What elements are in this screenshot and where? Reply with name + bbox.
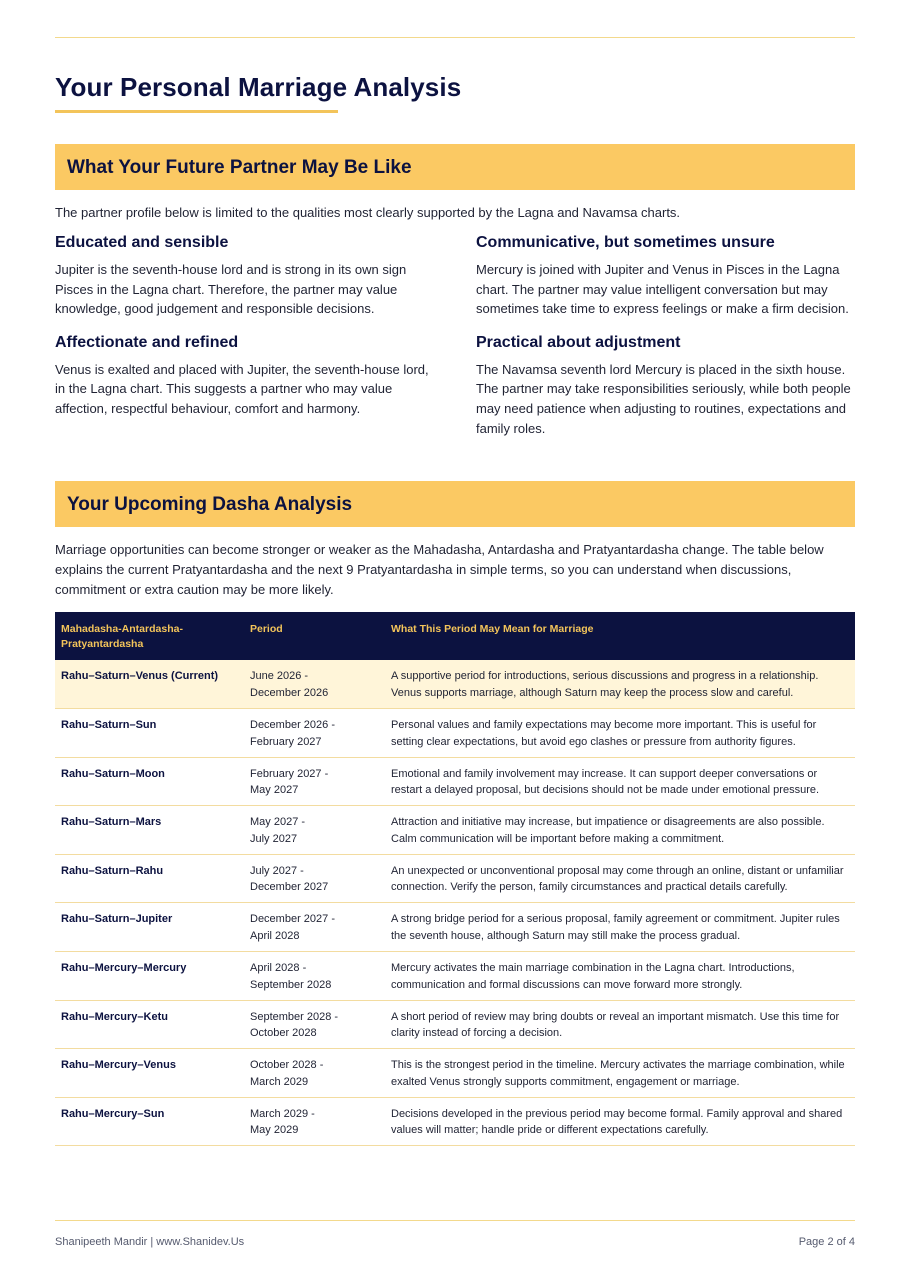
trait-card: [55, 333, 435, 419]
dasha-combo-cell: Rahu–Mercury–Sun: [55, 1097, 244, 1146]
dasha-meaning-cell: This is the strongest period in the timeline. Mercury activates the marriage combination, while exalted Venus strongly supports commitment, engagement or marriage.: [385, 1049, 855, 1098]
dasha-period-cell: [244, 757, 385, 806]
dasha-meaning-cell: A short period of review may bring doubts or reveal an important mismatch. Use this time for clarity instead of forcing a decision.: [385, 1000, 855, 1049]
dasha-period-cell: [244, 854, 385, 903]
title-underline: [55, 110, 338, 113]
partner-intro: The partner profile below is limited to the qualities most clearly supported by the Lagna and Navamsa charts.: [55, 205, 681, 220]
dasha-period-cell: [244, 660, 385, 709]
trait-card: [476, 333, 856, 438]
dasha-combo-cell: Rahu–Mercury–Mercury: [55, 952, 244, 1001]
dasha-table-row: [55, 854, 855, 903]
dasha-meaning-cell: Emotional and family involvement may increase. It can support deeper conversations or restart a delayed proposal, but decisions should not be made under emotional pressure.: [385, 757, 855, 806]
period-end: September 2028: [250, 978, 332, 991]
dasha-table-row: [55, 952, 855, 1001]
dasha-table-row: [55, 660, 855, 709]
partner-traits-right: [476, 233, 856, 452]
trait-text: Mercury is joined with Jupiter and Venus in Pisces in the Lagna chart. The partner may value intelligent conversation but may sometimes take time to express feelings or make a firm decision.: [476, 262, 849, 317]
period-start: December 2027 -: [250, 913, 335, 926]
dasha-section-banner: [55, 481, 855, 527]
dasha-table-row: [55, 1000, 855, 1049]
dasha-meaning-cell: Attraction and initiative may increase, but impatience or disagreements are also possible. Calm communication will be important before making a commitment.: [385, 806, 855, 855]
period-end: March 2029: [250, 1075, 309, 1088]
dasha-period-cell: [244, 806, 385, 855]
trait-title: Educated and sensible: [55, 234, 229, 251]
bottom-divider: [55, 1220, 855, 1221]
trait-text: Jupiter is the seventh-house lord and is strong in its own sign Pisces in the Lagna chart. Therefore, the partner may value knowledge, good judgement and responsible decisions.: [55, 262, 407, 317]
partner-section-heading: What Your Future Partner May Be Like: [67, 157, 412, 178]
trait-text: Venus is exalted and placed with Jupiter, the seventh-house lord, in the Lagna chart. This suggests a partner who may value affection, respectful behaviour, comfort and harmony.: [55, 361, 429, 416]
period-start: May 2027 -: [250, 816, 306, 829]
header-period: Period: [244, 612, 385, 660]
dasha-period-cell: [244, 1000, 385, 1049]
dasha-meaning-cell: Mercury activates the main marriage combination in the Lagna chart. Introductions, communication and formal discussions can move forward more strongly.: [385, 952, 855, 1001]
period-start: July 2027 -: [250, 864, 304, 877]
dasha-meaning-cell: An unexpected or unconventional proposal may come through an online, distant or unfamiliar connection. Verify the person, family circumstances and practical details carefully.: [385, 854, 855, 903]
dasha-table: [55, 612, 855, 1146]
dasha-combo-cell: Rahu–Saturn–Venus (Current): [55, 660, 244, 709]
dasha-meaning-cell: A strong bridge period for a serious proposal, family agreement or commitment. Jupiter rules the seventh house, although Saturn may still make the process gradual.: [385, 903, 855, 952]
dasha-table-row: [55, 1097, 855, 1146]
period-start: June 2026 -: [250, 670, 309, 682]
period-end: October 2028: [250, 1027, 317, 1040]
dasha-table-row: [55, 709, 855, 758]
dasha-intro: Marriage opportunities can become stronger or weaker as the Mahadasha, Antardasha and Pratyantardasha change. The table below explains the current Pratyantardasha and the next 9 Pratyantardasha in simple terms, so you can understand when discussions, commitment or extra caution may be more likely.: [55, 542, 824, 597]
trait-title: Communicative, but sometimes unsure: [476, 234, 775, 251]
dasha-combo-cell: Rahu–Saturn–Rahu: [55, 854, 244, 903]
dasha-meaning-cell: Decisions developed in the previous period may become formal. Family approval and shared values will matter; handle pride or different expectations carefully.: [385, 1097, 855, 1146]
trait-title: Affectionate and refined: [55, 333, 239, 351]
page-title: Your Personal Marriage Analysis: [55, 72, 462, 102]
trait-card: [55, 233, 435, 319]
period-start: April 2028 -: [250, 962, 307, 975]
period-end: February 2027: [250, 735, 322, 748]
dasha-combo-cell: Rahu–Mercury–Ketu: [55, 1000, 244, 1049]
dasha-period-cell: [244, 1049, 385, 1098]
period-end: December 2026: [250, 686, 329, 699]
dasha-period-cell: [244, 952, 385, 1001]
dasha-table-header-row: [55, 612, 855, 660]
footer-site: Shanipeeth Mandir | www.Shanidev.Us: [55, 1236, 245, 1248]
period-start: February 2027 -: [250, 767, 329, 780]
dasha-table-row: [55, 806, 855, 855]
trait-card: [476, 233, 856, 319]
dasha-meaning-cell: A supportive period for introductions, serious discussions and progress in a relationship. Venus supports marriage, although Saturn may keep the process slow and careful.: [385, 660, 855, 709]
dasha-meaning-cell: Personal values and family expectations may become more important. This is useful for setting clear expectations, but avoid ego clashes or pressure from authority figures.: [385, 709, 855, 758]
period-start: December 2026 -: [250, 719, 335, 732]
dasha-combo-cell: Rahu–Saturn–Moon: [55, 757, 244, 806]
dasha-combo-cell: Rahu–Mercury–Venus: [55, 1049, 244, 1098]
dasha-period-cell: [244, 709, 385, 758]
period-end: April 2028: [250, 929, 300, 942]
trait-text: The Navamsa seventh lord Mercury is placed in the sixth house. The partner may take responsibilities seriously, while both people may need patience when adjusting to routines, expectations and family roles.: [476, 361, 851, 436]
trait-title: Practical about adjustment: [476, 333, 681, 351]
period-start: March 2029 -: [250, 1107, 315, 1120]
period-end: July 2027: [250, 832, 298, 845]
partner-traits-left: [55, 233, 435, 433]
dasha-section-heading: Your Upcoming Dasha Analysis: [67, 494, 353, 515]
dasha-table-row: [55, 903, 855, 952]
period-start: September 2028 -: [250, 1010, 339, 1023]
dasha-combo-cell: Rahu–Saturn–Sun: [55, 709, 244, 758]
header-combo: Mahadasha-Antardasha-Pratyantardasha: [55, 612, 244, 660]
dasha-table-row: [55, 1049, 855, 1098]
header-meaning: What This Period May Mean for Marriage: [385, 612, 855, 660]
dasha-period-cell: [244, 903, 385, 952]
period-end: May 2027: [250, 784, 299, 797]
dasha-combo-cell: Rahu–Saturn–Jupiter: [55, 903, 244, 952]
dasha-combo-cell: Rahu–Saturn–Mars: [55, 806, 244, 855]
page-number: Page 2 of 4: [798, 1236, 855, 1248]
period-start: October 2028 -: [250, 1059, 324, 1072]
period-end: December 2027: [250, 881, 329, 894]
top-divider: [55, 37, 855, 38]
dasha-period-cell: [244, 1097, 385, 1146]
partner-section-banner: [55, 144, 855, 190]
period-end: May 2029: [250, 1124, 299, 1137]
dasha-table-row: [55, 757, 855, 806]
